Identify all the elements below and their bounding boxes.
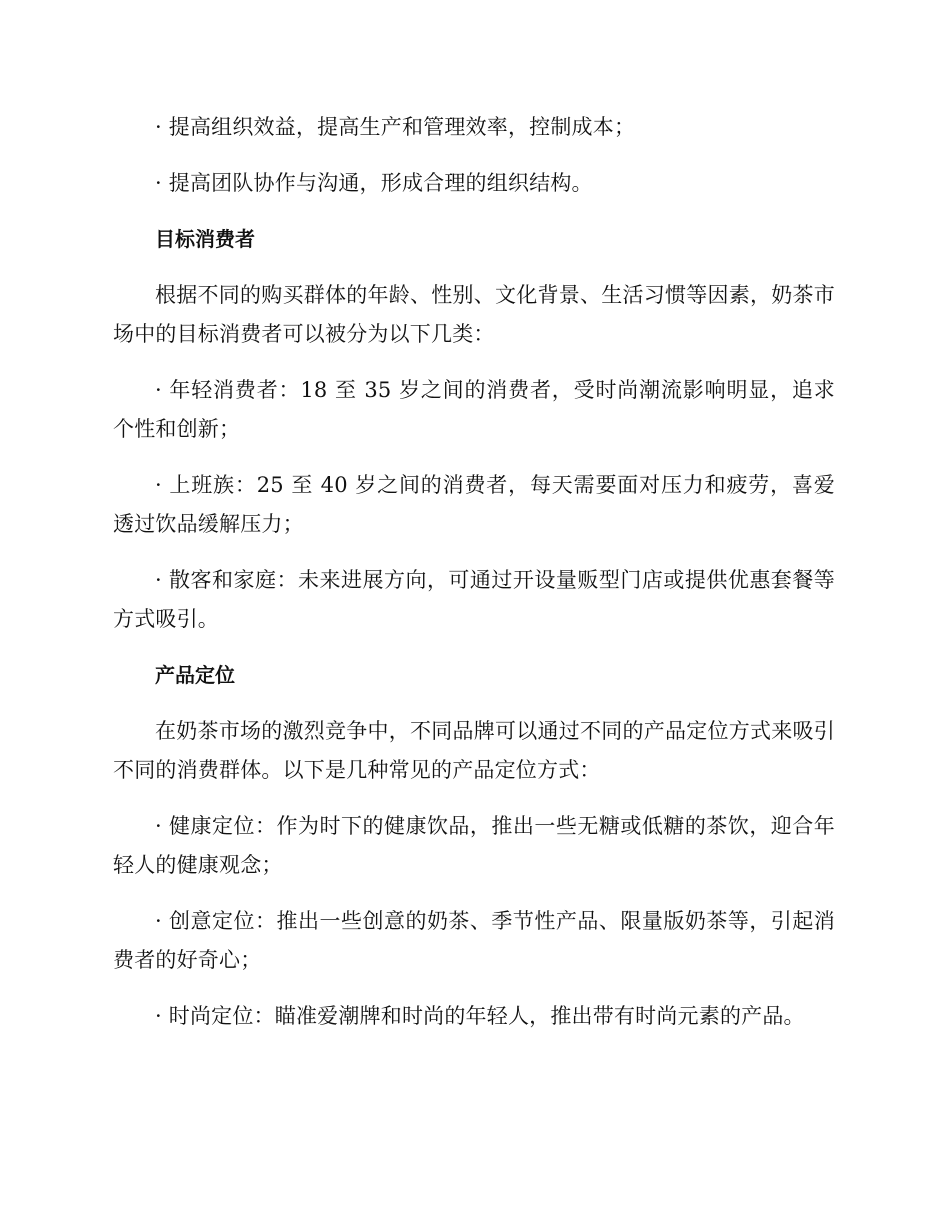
bullet-item-teamwork: · 提高团队协作与沟通，形成合理的组织结构。 <box>155 171 593 195</box>
bullet-item-health-positioning: · 健康定位：作为时下的健康饮品，推出一些无糖或低糖的茶饮，迎合年轻人的健康观念； <box>113 814 835 877</box>
paragraph-target-consumers-intro: 根据不同的购买群体的年龄、性别、文化背景、生活习惯等因素，奶茶市场中的目标消费者可以被分为以下几类： <box>113 283 835 346</box>
section-heading-target-consumers: 目标消费者 <box>155 227 255 251</box>
bullet-item-young-consumers: · 年轻消费者：18 至 35 岁之间的消费者，受时尚潮流影响明显，追求个性和创新； <box>113 378 835 441</box>
bullet-item-efficiency: · 提高组织效益，提高生产和管理效率，控制成本； <box>155 115 636 139</box>
bullet-item-fashion-positioning: · 时尚定位：瞄准爱潮牌和时尚的年轻人，推出带有时尚元素的产品。 <box>155 1004 805 1028</box>
bullet-item-office-workers: · 上班族：25 至 40 岁之间的消费者，每天需要面对压力和疲劳，喜爱透过饮品缓解压力； <box>113 473 835 536</box>
bullet-item-creative-positioning: · 创意定位：推出一些创意的奶茶、季节性产品、限量版奶茶等，引起消费者的好奇心； <box>113 909 835 972</box>
paragraph-product-positioning-intro: 在奶茶市场的激烈竞争中，不同品牌可以通过不同的产品定位方式来吸引不同的消费群体。以下是几种常见的产品定位方式： <box>113 719 835 782</box>
bullet-item-walkins-families: · 散客和家庭：未来进展方向，可通过开设量贩型门店或提供优惠套餐等方式吸引。 <box>113 568 835 631</box>
section-heading-product-positioning: 产品定位 <box>155 663 235 687</box>
document-body <box>113 108 835 1053</box>
